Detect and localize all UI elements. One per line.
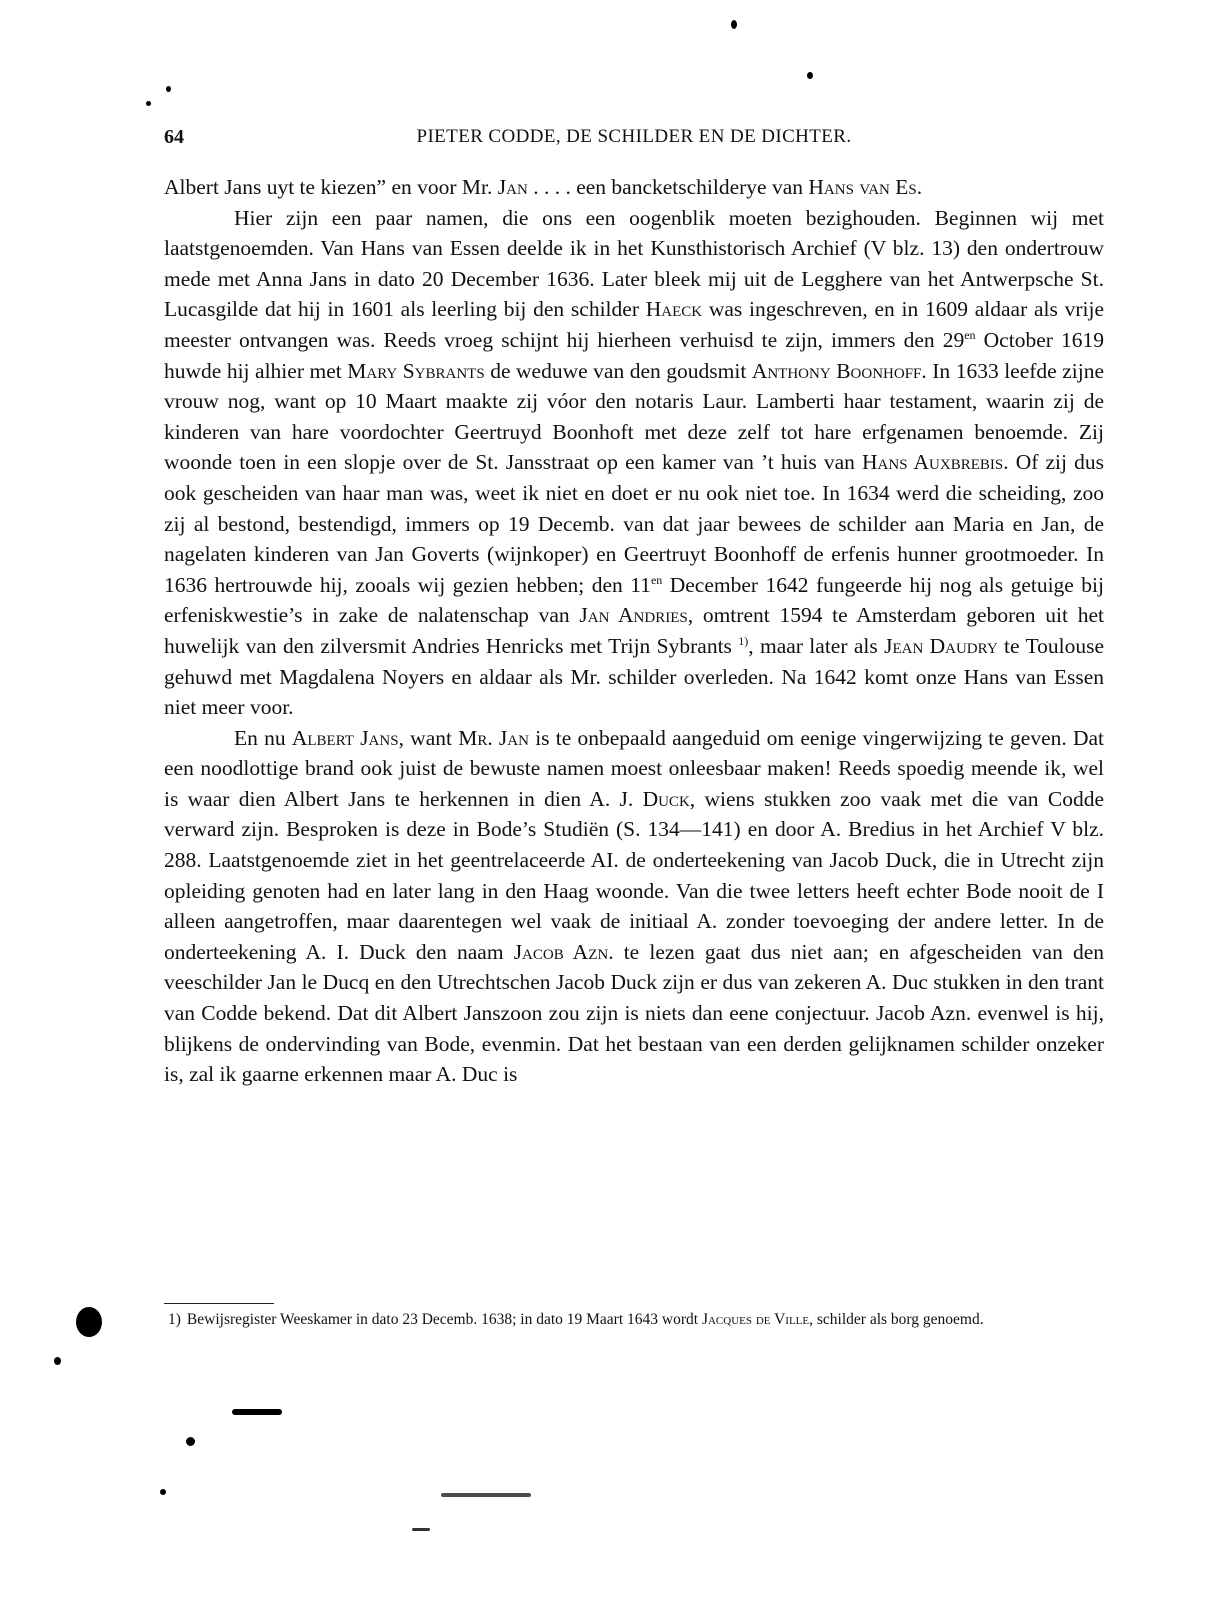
scan-speck [160,1489,166,1495]
scan-speck [807,72,813,79]
scan-speck [232,1409,282,1415]
paragraph-1: Albert Jans uyt te kiezen” en voor Mr. Jan . . . . een bancketschilderye van Hans van Es. [164,175,923,199]
footnote: 1) Bewijsregister Weeskamer in dato 23 Decemb. 1638; in dato 19 Maart 1643 wordt Jacques de Ville, schilder als borg genoemd. [168,1311,984,1328]
paragraph-3: En nu Albert Jans, want Mr. Jan is te onbepaald aangeduid om eenige vingerwijzing te geven. Dat een noodlottige brand ook juist de bewuste namen moest onleesbaar maken! Reeds spoedig meende ik, wel is waar dien Albert Jans te herkennen in dien A. J. Duck, wiens stukken zoo vaak met die van Codde verward zijn. Besproken is deze in Bode’s Studiën (S. 134—141) en door A. Bredius in het Archief V blz. 288. Laatstgenoemde ziet in het geentrelaceerde AI. de onderteekening van Jacob Duck, die in Utrecht zijn opleiding genoten had en later lang in den Haag woonde. Van die twee letters heeft echter Bode nooit de I alleen aangetroffen, maar daarentegen wel vaak de initiaal A. zonder toevoeging der andere letter. In de onderteekening A. I. Duck den naam Jacob Azn. te lezen gaat dus niet aan; en afgescheiden van den veeschilder Jan le Ducq en den Utrechtschen Jacob Duck zijn er dus van zekeren A. Duc stukken in den trant van Codde bekend. Dat dit Albert Janszoon zou zijn is niets dan eene conjectuur. Jacob Azn. evenwel is hij, blijkens de ondervinding van Bode, evenmin. Dat het bestaan van een derden gelijknamen schilder onzeker is, zal ik gaarne erkennen maar A. Duc is [164,725,1105,1087]
footnote-marker: 1) [168,1311,181,1328]
page-number: 64 [164,126,184,148]
scan-speck [54,1357,61,1365]
page-header [164,126,1104,154]
scan-speck [76,1307,102,1337]
scan-speck [146,101,151,106]
scan-speck [412,1528,430,1531]
running-title: PIETER CODDE, DE SCHILDER EN DE DICHTER. [416,126,852,147]
footnote-reference: 1) [738,633,749,648]
scan-speck [441,1493,531,1497]
scan-speck [166,86,171,92]
body-text [164,172,1104,1090]
paragraph-2: Hier zijn een paar namen, die ons een oogenblik moeten bezighouden. Beginnen wij met laatstgenoemden. Van Hans van Essen deelde ik in het Kunsthistorisch Archief (V blz. 13) den ondertrouw mede met Anna Jans in dato 20 December 1636. Later bleek mij uit de Legghere van het Antwerpsche St. Lucasgilde dat hij in 1601 als leerling bij den schilder Haeck was ingeschreven, en in 1609 aldaar als vrije meester ontvangen was. Reeds vroeg schijnt hij hierheen verhuisd te zijn, immers den $29^{en}$ October 1619 huwde hij alhier met Mary Sybrants de weduwe van den goudsmit Anthony Boonhoff. In 1633 leefde zijne vrouw nog, want op 10 Maart maakte zij vóor den notaris Laur. Lamberti haar testament, waarin zij de kinderen van hare voordochter Geertruyd Boonhoft met deze zelf tot hare erfgenamen benoemde. Zij woonde toen in een slopje over de St. Jansstraat op een kamer van ’t huis van Hans Auxbrebis. Of zij dus ook gescheiden van haar man was, weet ik niet en doet er nu ook niet toe. In 1634 werd die scheiding, zoo zij al bestond, bestendigd, immers op 19 Decemb. van dat jaar bewees de schilder aan Maria en Jan, de nagelaten kinderen van Jan Goverts (wijnkoper) en Geertruyt Boonhoff de erfenis hunner grootmoeder. In 1636 hertrouwde hij, zooals wij gezien hebben; den $11^{en}$ December 1642 fungeerde hij nog als getuige bij erfeniskwestie’s in zake de nalatenschap van Jan Andries, omtrent 1594 te Amsterdam geboren uit het huwelijk van den zilversmit Andries Henricks met Trijn Sybrants $^{1)}$, maar later als Jean Daudry te Toulouse gehuwd met Magdalena Noyers en aldaar als Mr. schilder overleden. Na 1642 komt onze Hans van Essen niet meer voor. [164,205,1105,720]
scan-speck [731,20,737,29]
footnote-divider [164,1303,274,1304]
scan-speck [186,1437,195,1446]
